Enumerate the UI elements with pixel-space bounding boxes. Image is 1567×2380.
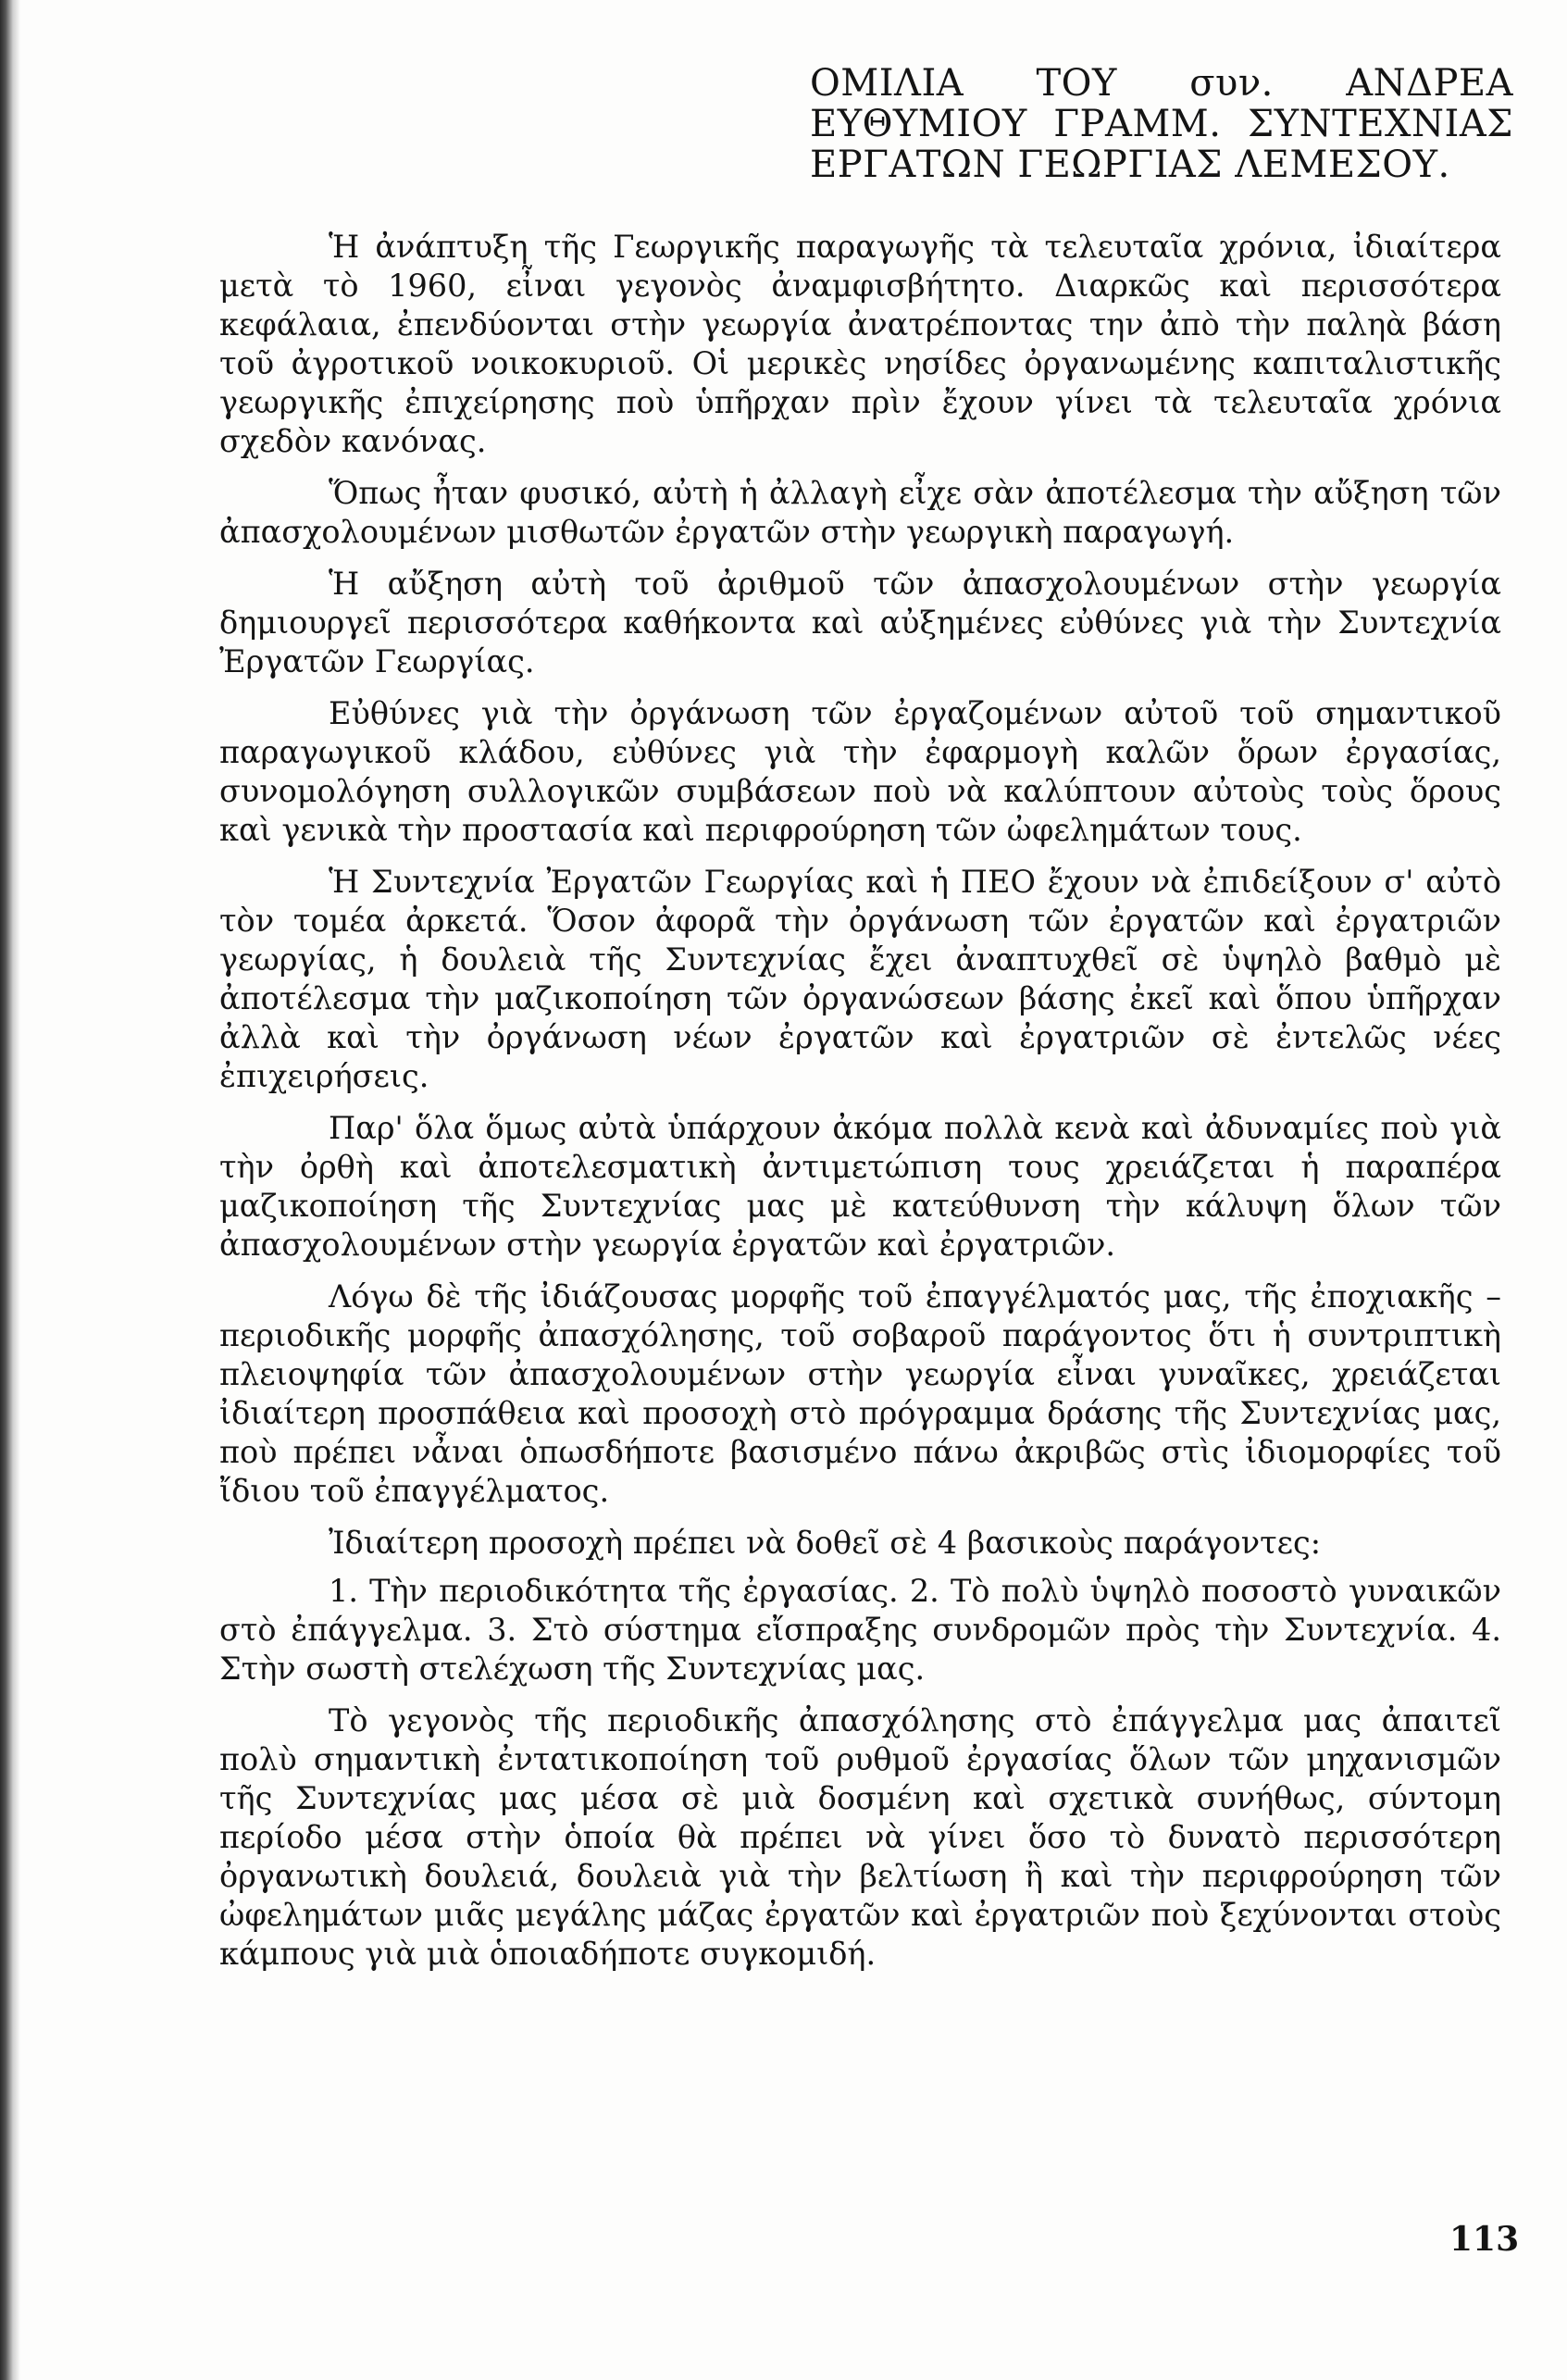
article-body xyxy=(219,228,1501,1987)
paragraph-9: 1. Τὴν περιοδικότητα τῆς ἐργασίας. 2. Τὸ πολὺ ὑψηλὸ ποσοστὸ γυναικῶν στὸ ἐπάγγελμα. 3. Στὸ σύστημα εἴσπραξης συνδρομῶν πρὸς τὴν Συντεχνία. 4. Στὴν σωστὴ στελέχωση τῆς Συντεχνίας μας. xyxy=(219,1573,1501,1687)
page-number: 113 xyxy=(1449,2220,1520,2259)
speech-heading: ΟΜΙΛΙΑ ΤΟΥ συν. ΑΝΔΡΕΑ ΕΥΘΥΜΙΟΥ ΓΡΑΜΜ. ΣΥΝΤΕΧΝΙΑΣ ΕΡΓΑΤΩΝ ΓΕΩΡΓΙΑΣ ΛΕΜΕΣΟΥ. xyxy=(810,62,1513,186)
paragraph-6: Παρ' ὅλα ὅμως αὐτὰ ὑπάρχουν ἀκόμα πολλὰ κενὰ καὶ ἀδυναμίες ποὺ γιὰ τὴν ὀρθὴ καὶ ἀποτελεσματικὴ ἀντιμετώπιση τους χρειάζεται ἡ παραπέρα μαζικοποίηση τῆς Συντεχνίας μας μὲ κατεύθυνση τὴν κάλυψη ὅλων τῶν ἀπασχολουμένων στὴν γεωργία ἐργατῶν καὶ ἐργατριῶν. xyxy=(219,1110,1501,1263)
page-binding-shadow xyxy=(0,0,20,2380)
paragraph-5: Ἡ Συντεχνία Ἐργατῶν Γεωργίας καὶ ἡ ΠΕΟ ἔχουν νὰ ἐπιδείξουν σ' αὐτὸ τὸν τομέα ἀρκετά. Ὅσον ἀφορᾶ τὴν ὀργάνωση τῶν ἐργατῶν καὶ ἐργατριῶν γεωργίας, ἡ δουλειὰ τῆς Συντεχνίας ἔχει ἀναπτυχθεῖ σὲ ὑψηλὸ βαθμὸ μὲ ἀποτέλεσμα τὴν μαζικοποίηση τῶν ὀργανώσεων βάσης ἐκεῖ καὶ ὅπου ὑπῆρχαν ἀλλὰ καὶ τὴν ὀργάνωση νέων ἐργατῶν καὶ ἐργατριῶν σὲ ἐντελῶς νέες ἐπιχειρήσεις. xyxy=(219,864,1501,1094)
paragraph-3: Ἡ αὔξηση αὐτὴ τοῦ ἀριθμοῦ τῶν ἀπασχολουμένων στὴν γεωργία δημιουργεῖ περισσότερα καθήκοντα καὶ αὐξημένες εὐθύνες γιὰ τὴν Συντεχνία Ἐργατῶν Γεωργίας. xyxy=(219,566,1501,679)
paragraph-4: Εὐθύνες γιὰ τὴν ὀργάνωση τῶν ἐργαζομένων αὐτοῦ τοῦ σημαντικοῦ παραγωγικοῦ κλάδου, εὐθύνες γιὰ τὴν ἐφαρμογὴ καλῶν ὅρων ἐργασίας, συνομολόγηση συλλογικῶν συμβάσεων ποὺ νὰ καλύπτουν αὐτοὺς τοὺς ὅρους καὶ γενικὰ τὴν προστασία καὶ περιφρούρηση τῶν ὠφελημάτων τους. xyxy=(219,695,1501,848)
paragraph-1: Ἡ ἀνάπτυξη τῆς Γεωργικῆς παραγωγῆς τὰ τελευταῖα χρόνια, ἰδιαίτερα μετὰ τὸ 1960, εἶναι γεγονὸς ἀναμφισβήτητο. Διαρκῶς καὶ περισσότερα κεφάλαια, ἐπενδύονται στὴν γεωργία ἀνατρέποντας την ἀπὸ τὴν παληὰ βάση τοῦ ἀγροτικοῦ νοικοκυριοῦ. Οἱ μερικὲς νησίδες ὀργανωμένης καπιταλιστικῆς γεωργικῆς ἐπιχείρησης ποὺ ὑπῆρχαν πρὶν ἔχουν γίνει τὰ τελευταῖα χρόνια σχεδὸν κανόνας. xyxy=(219,229,1501,459)
paragraph-2: Ὅπως ἦταν φυσικό, αὐτὴ ἡ ἀλλαγὴ εἶχε σὰν ἀποτέλεσμα τὴν αὔξηση τῶν ἀπασχολουμένων μισθωτῶν ἐργατῶν στὴν γεωργικὴ παραγωγή. xyxy=(219,475,1501,550)
paragraph-7: Λόγω δὲ τῆς ἰδιάζουσας μορφῆς τοῦ ἐπαγγέλματός μας, τῆς ἐποχιακῆς – περιοδικῆς μορφῆς ἀπασχόλησης, τοῦ σοβαροῦ παράγοντος ὅτι ἡ συντριπτικὴ πλειοψηφία τῶν ἀπασχολουμένων στὴν γεωργία εἶναι γυναῖκες, χρειάζεται ἰδιαίτερη προσπάθεια καὶ προσοχὴ στὸ πρόγραμμα δράσης τῆς Συντεχνίας μας, ποὺ πρέπει νἆναι ὁπωσδήποτε βασισμένο πάνω ἀκριβῶς στὶς ἰδιομορφίες τοῦ ἴδιου τοῦ ἐπαγγέλματος. xyxy=(219,1278,1501,1509)
paragraph-10: Τὸ γεγονὸς τῆς περιοδικῆς ἀπασχόλησης στὸ ἐπάγγελμα μας ἀπαιτεῖ πολὺ σημαντικὴ ἐντατικοποίηση τοῦ ρυθμοῦ ἐργασίας ὅλων τῶν μηχανισμῶν τῆς Συντεχνίας μας μέσα σὲ μιὰ δοσμένη καὶ σχετικὰ συνήθως, σύντομη περίοδο μέσα στὴν ὁποία θὰ πρέπει νὰ γίνει ὅσο τὸ δυνατὸ περισσότερη ὀργανωτικὴ δουλειά, δουλειὰ γιὰ τὴν βελτίωση ἢ καὶ τὴν περιφρούρηση τῶν ὠφελημάτων μιᾶς μεγάλης μάζας ἐργατῶν καὶ ἐργατριῶν ποὺ ξεχύνονται στοὺς κάμπους γιὰ μιὰ ὁποιαδήποτε συγκομιδή. xyxy=(219,1702,1501,1972)
paragraph-8: Ἰδιαίτερη προσοχὴ πρέπει νὰ δοθεῖ σὲ 4 βασικοὺς παράγοντες: xyxy=(329,1525,1322,1561)
